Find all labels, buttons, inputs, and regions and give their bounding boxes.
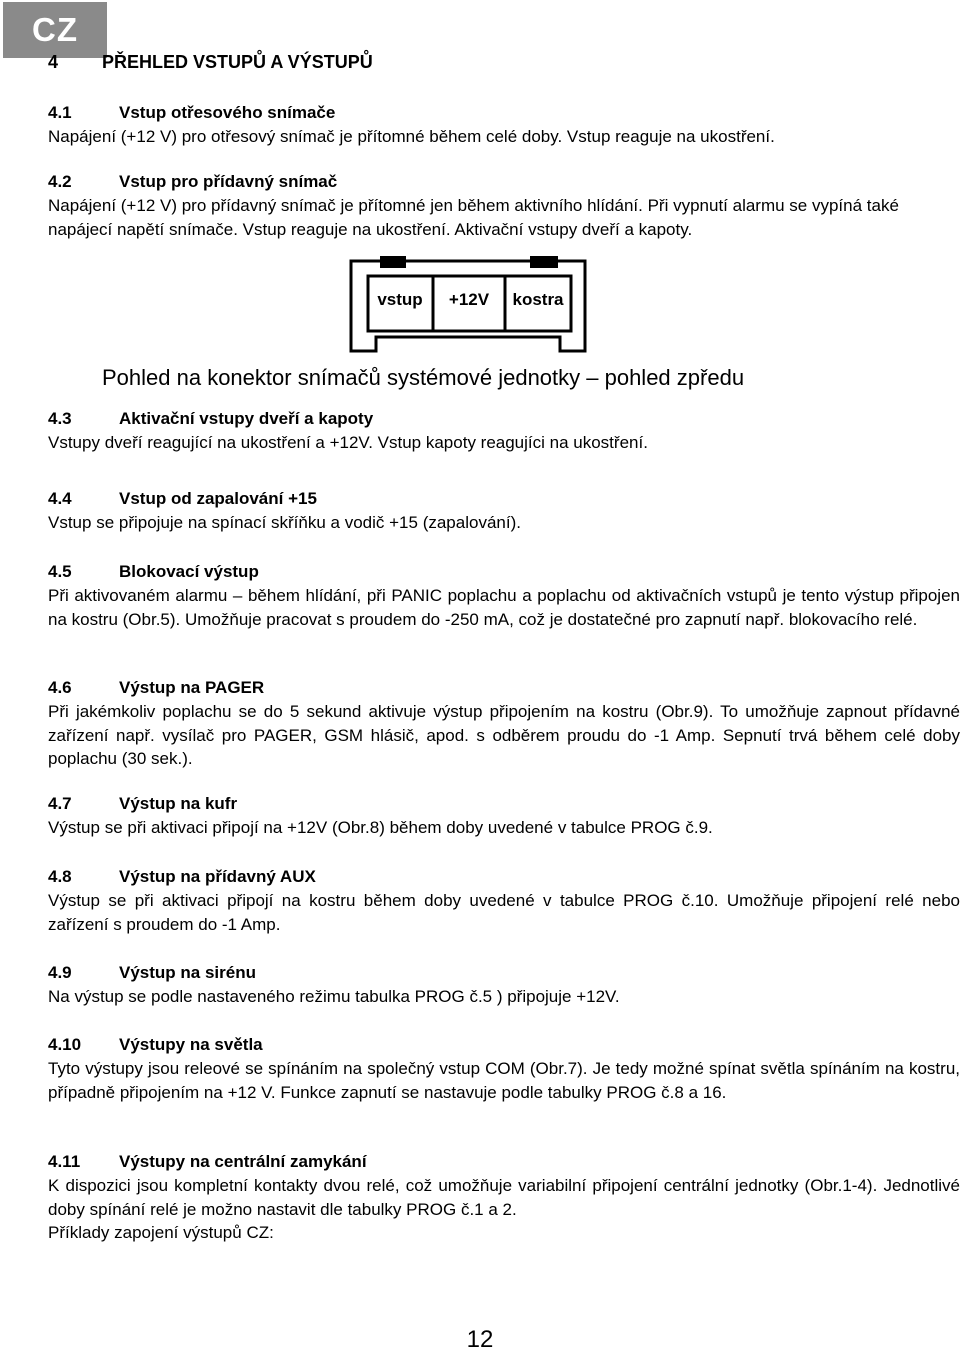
section-4-6	[48, 676, 960, 771]
section-text: Na výstup se podle nastaveného režimu tabulka PROG č.5 ) připojuje +12V.	[48, 987, 620, 1006]
section-heading	[48, 1033, 960, 1057]
section-text: Napájení (+12 V) pro otřesový snímač je přítomné během celé doby. Vstup reaguje na ukostření.	[48, 127, 775, 146]
section-number: 4.2	[48, 172, 72, 191]
section-number: 4.11	[48, 1152, 81, 1171]
section-title: Výstup na PAGER	[119, 678, 265, 697]
section-text: Výstup se při aktivaci připojí na +12V (Obr.8) během doby uvedené v tabulce PROG č.9.	[48, 818, 713, 837]
connector-diagram	[0, 0, 960, 400]
section-heading	[48, 961, 960, 985]
section-4-5	[48, 560, 960, 631]
section-heading	[48, 560, 960, 584]
section-heading	[48, 487, 960, 511]
section-title: Vstup otřesového snímače	[119, 103, 336, 122]
section-text: Napájení (+12 V) pro přídavný snímač je přítomné jen během aktivního hlídání. Při vypnutí alarmu se vypíná také napájecí napětí snímače. Vstup reaguje na ukostření. Aktivační vstupy dveří a kapoty.	[48, 196, 899, 239]
section-title: Výstup na sirénu	[119, 963, 256, 982]
connector-latch-right	[530, 256, 558, 268]
section-text: Vstup se připojuje na spínací skříňku a vodič +15 (zapalování).	[48, 513, 521, 532]
pin-label-12v: +12V	[448, 290, 490, 309]
section-4-4	[48, 487, 960, 535]
section-title: Výstup na přídavný AUX	[119, 867, 316, 886]
section-number: 4.7	[48, 794, 72, 813]
section-heading	[48, 407, 960, 431]
section-text: K dispozici jsou kompletní kontakty dvou relé, což umožňuje variabilní připojení centrální jednotky (Obr.1-4). Jednotlivé doby spínání relé je možno nastavit dle tabulky PROG č.1 a 2.	[48, 1176, 960, 1219]
chapter-number: 4	[48, 52, 59, 72]
chapter-title: PŘEHLED VSTUPŮ A VÝSTUPŮ	[102, 52, 373, 72]
section-title: Aktivační vstupy dveří a kapoty	[119, 409, 374, 428]
section-title: Výstupy na světla	[119, 1035, 263, 1054]
section-text: Výstup se při aktivaci připojí na kostru během doby uvedené v tabulce PROG č.10. Umožňuje připojení relé nebo zařízení s proudem do -1 Amp.	[48, 891, 960, 934]
section-heading	[48, 865, 960, 889]
diagram-caption: Pohled na konektor snímačů systémové jednotky – pohled zpředu	[102, 365, 745, 390]
section-text: Tyto výstupy jsou releové se spínáním na společný vstup COM (Obr.7). Je tedy možné spínat světla spínáním na kostru, případně připojením na +12 V. Funkce zapnutí se nastavuje podle tabulky PROG č.8 a 16.	[48, 1059, 960, 1102]
page-number: 12	[466, 1326, 494, 1353]
section-number: 4.1	[48, 103, 72, 122]
section-title: Vstup od zapalování +15	[119, 489, 317, 508]
section-number: 4.6	[48, 678, 72, 697]
section-title: Vstup pro přídavný snímač	[119, 172, 338, 191]
section-title: Výstup na kufr	[119, 794, 238, 813]
section-4-9	[48, 961, 960, 1009]
section-heading	[48, 792, 960, 816]
section-4-8	[48, 865, 960, 936]
connector-latch-left	[380, 256, 406, 268]
section-number: 4.10	[48, 1035, 82, 1054]
language-badge: CZ	[3, 2, 107, 58]
section-number: 4.4	[48, 489, 72, 508]
section-4-7	[48, 792, 960, 840]
section-heading	[48, 1150, 960, 1174]
section-number: 4.9	[48, 963, 72, 982]
section-4-3	[48, 407, 960, 455]
section-number: 4.5	[48, 562, 72, 581]
section-text: Při aktivovaném alarmu – během hlídání, při PANIC poplachu a poplachu od aktivačních vstupů je tento výstup připojen na kostru (Obr.5). Umožňuje pracovat s proudem do -250 mA, což je dostatečné pro zapnutí např. blokovacího relé.	[48, 586, 960, 629]
section-title: Výstupy na centrální zamykání	[119, 1152, 367, 1171]
section-4-10	[48, 1033, 960, 1104]
pin-label-kostra: kostra	[512, 290, 564, 309]
section-4-11	[48, 1150, 960, 1245]
section-text: Vstupy dveří reagující na ukostření a +12V. Vstup kapoty reagujíci na ukostření.	[48, 433, 648, 452]
section-heading	[48, 676, 960, 700]
section-title: Blokovací výstup	[119, 562, 259, 581]
pin-label-vstup: vstup	[377, 290, 423, 309]
section-number: 4.3	[48, 409, 72, 428]
section-text-examples: Příklady zapojení výstupů CZ:	[48, 1223, 274, 1242]
section-number: 4.8	[48, 867, 72, 886]
section-text: Při jakémkoliv poplachu se do 5 sekund aktivuje výstup připojením na kostru (Obr.9). To umožňuje zapnout přídavné zařízení např. vysílač pro PAGER, GSM hlásič, apod. s odběrem proudu do -1 Amp. Sepnutí trvá během celé doby poplachu (30 sek.).	[48, 702, 960, 768]
